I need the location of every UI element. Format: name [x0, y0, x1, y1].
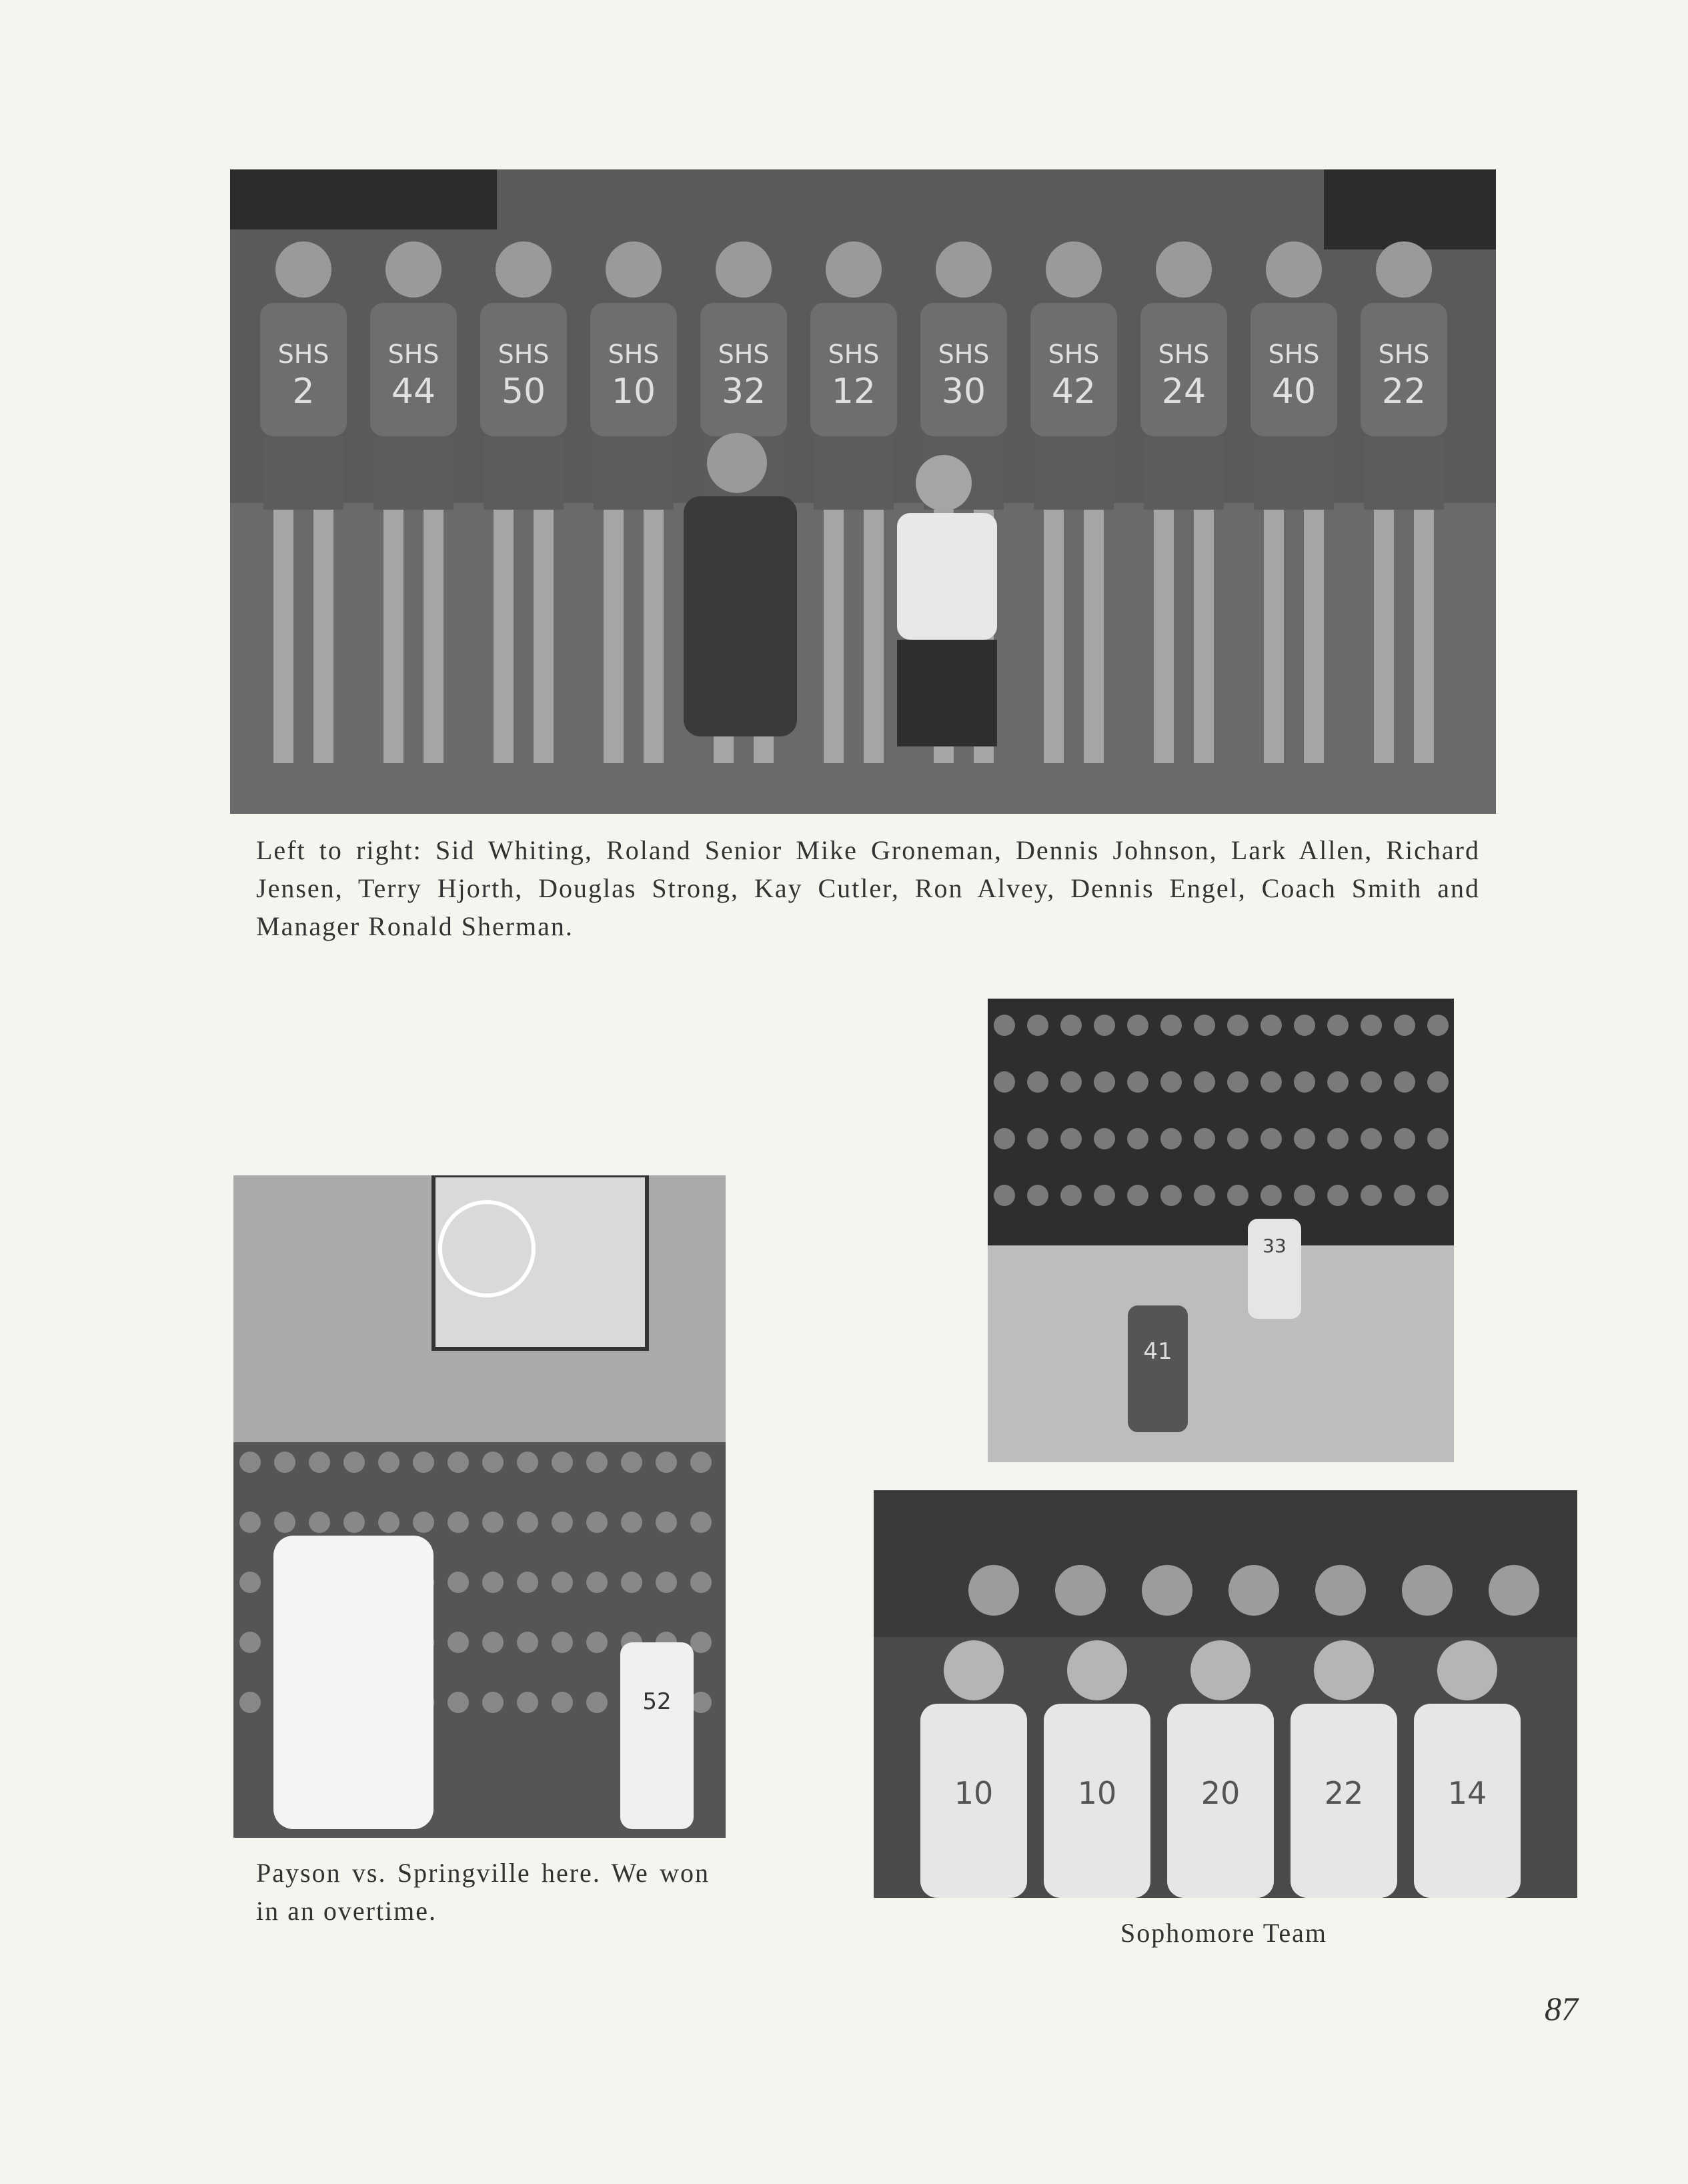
crowd-head — [378, 1512, 399, 1533]
crowd-head — [1027, 1185, 1048, 1206]
crowd-head — [656, 1512, 677, 1533]
back-row-head — [968, 1565, 1019, 1616]
crowd-head — [1160, 1071, 1182, 1093]
crowd-head — [656, 1452, 677, 1473]
jersey-letters: SHS — [498, 340, 550, 369]
crowd-head — [448, 1572, 469, 1593]
crowd-head — [1094, 1128, 1115, 1149]
crowd-head — [309, 1512, 330, 1533]
crowd-head — [517, 1512, 538, 1533]
crowd-head — [1361, 1015, 1382, 1036]
crowd-head — [1327, 1128, 1349, 1149]
crowd-head — [517, 1632, 538, 1653]
crowd-head — [1194, 1071, 1215, 1093]
crowd-head — [1194, 1015, 1215, 1036]
crowd-head — [1060, 1185, 1082, 1206]
crowd-head — [621, 1572, 642, 1593]
crowd-head — [1060, 1015, 1082, 1036]
jersey-number: 10 — [1077, 1775, 1117, 1811]
crowd-head — [1160, 1128, 1182, 1149]
crowd-head — [517, 1452, 538, 1473]
team-photo — [230, 169, 1496, 814]
crowd-head — [1094, 1071, 1115, 1093]
page-number: 87 — [1545, 1990, 1578, 2027]
crowd-head — [1394, 1128, 1415, 1149]
crowd-head — [482, 1692, 504, 1713]
jersey-letters: SHS — [1158, 340, 1210, 369]
team-photo-caption: Left to right: Sid Whiting, Roland Senior Mike Groneman, Dennis Johnson, Lark Allen, Richard Jensen, Terry Hjorth, Douglas Strong, Kay Cutler, Ron Alvey, Dennis Engel, Coach Smith and Manager Ronald Sherman. — [256, 835, 1480, 941]
crowd-head — [552, 1692, 573, 1713]
crowd-head — [448, 1632, 469, 1653]
crowd-head — [586, 1692, 608, 1713]
jersey-letters: SHS — [938, 340, 990, 369]
back-row-head — [1315, 1565, 1366, 1616]
jersey-number: 12 — [831, 372, 876, 412]
crowd-head — [448, 1692, 469, 1713]
crowd-head — [413, 1512, 434, 1533]
crowd-head — [621, 1452, 642, 1473]
crowd-head — [517, 1572, 538, 1593]
crowd-head — [1327, 1185, 1349, 1206]
crowd-head — [1094, 1015, 1115, 1036]
jersey-letters: SHS — [828, 340, 880, 369]
player-figure — [620, 1642, 694, 1829]
crowd-head — [1227, 1071, 1248, 1093]
crowd-head — [517, 1692, 538, 1713]
jersey-letters: SHS — [608, 340, 660, 369]
crowd-head — [1327, 1071, 1349, 1093]
crowd-head — [1394, 1185, 1415, 1206]
crowd-head — [1294, 1015, 1315, 1036]
crowd-head — [239, 1692, 261, 1713]
crowd-head — [1361, 1128, 1382, 1149]
game-photo — [233, 1175, 726, 1838]
crowd-head — [343, 1452, 365, 1473]
crowd-head — [482, 1452, 504, 1473]
jersey-number: 44 — [391, 372, 436, 412]
crowd-head — [1327, 1015, 1349, 1036]
crowd-head — [1194, 1185, 1215, 1206]
back-row-head — [1402, 1565, 1453, 1616]
crowd-head — [309, 1452, 330, 1473]
jersey-number: 52 — [642, 1688, 672, 1715]
crowd-head — [1260, 1185, 1282, 1206]
crowd-head — [1294, 1185, 1315, 1206]
crowd-head — [690, 1572, 712, 1593]
game-photo-caption: Payson vs. Springville here. We won in an overtime. — [256, 1858, 710, 1926]
crowd-head — [482, 1572, 504, 1593]
crowd-head — [1194, 1128, 1215, 1149]
crowd-head — [1260, 1015, 1282, 1036]
crowd-head — [1027, 1015, 1048, 1036]
back-row-head — [1228, 1565, 1279, 1616]
crowd-head — [1427, 1185, 1449, 1206]
crowd-head — [1394, 1071, 1415, 1093]
jersey-letters: SHS — [718, 340, 770, 369]
crowd-head — [482, 1512, 504, 1533]
sophomore-photo-caption: Sophomore Team — [1120, 1918, 1327, 1948]
crowd-head — [274, 1512, 295, 1533]
crowd-head — [239, 1452, 261, 1473]
crowd-head — [552, 1512, 573, 1533]
crowd-head — [1427, 1071, 1449, 1093]
crowd-head — [1060, 1128, 1082, 1149]
crowd-head — [1027, 1071, 1048, 1093]
crowd-head — [586, 1632, 608, 1653]
crowd-head — [274, 1452, 295, 1473]
jersey-number: 10 — [954, 1775, 994, 1811]
crowd-head — [1127, 1128, 1148, 1149]
crowd-head — [690, 1452, 712, 1473]
jersey-letters: SHS — [1378, 340, 1430, 369]
crowd-head — [448, 1512, 469, 1533]
crowd-head — [239, 1512, 261, 1533]
jersey-letters: SHS — [387, 340, 440, 369]
crowd-head — [1127, 1185, 1148, 1206]
crowd-head — [448, 1452, 469, 1473]
crowd-head — [552, 1632, 573, 1653]
jersey-number: 42 — [1051, 372, 1096, 412]
crowd-head — [994, 1128, 1015, 1149]
crowd-head — [1427, 1015, 1449, 1036]
crowd-head — [1394, 1015, 1415, 1036]
crowd-head — [482, 1632, 504, 1653]
crowd-head — [1260, 1128, 1282, 1149]
jersey-number: 22 — [1381, 372, 1427, 412]
crowd-head — [239, 1572, 261, 1593]
opponent-figure — [1248, 1219, 1301, 1319]
crowd-head — [1094, 1185, 1115, 1206]
crowd-head — [552, 1452, 573, 1473]
crowd-head — [994, 1015, 1015, 1036]
shooter-figure — [1128, 1305, 1188, 1432]
crowd-head — [378, 1452, 399, 1473]
crowd-head — [343, 1512, 365, 1533]
crowd-head — [621, 1512, 642, 1533]
crowd-head — [1361, 1185, 1382, 1206]
jersey-number: 50 — [501, 372, 546, 412]
jersey-number: 40 — [1271, 372, 1317, 412]
jersey-number: 33 — [1262, 1235, 1287, 1257]
sophomore-photo — [874, 1490, 1577, 1898]
crowd-head — [1027, 1128, 1048, 1149]
crowd-head — [1127, 1015, 1148, 1036]
jersey-number: 32 — [721, 372, 766, 412]
crowd-head — [1427, 1128, 1449, 1149]
jersey-number: 10 — [611, 372, 656, 412]
crowd-head — [994, 1185, 1015, 1206]
jersey-number: 41 — [1143, 1338, 1172, 1365]
crowd-head — [656, 1572, 677, 1593]
crowd-head — [1160, 1185, 1182, 1206]
jersey-letters: SHS — [277, 340, 329, 369]
crowd-head — [239, 1632, 261, 1653]
back-row-head — [1055, 1565, 1106, 1616]
crowd-head — [413, 1452, 434, 1473]
crowd-head — [690, 1632, 712, 1653]
crowd-head — [1127, 1071, 1148, 1093]
jumping-players — [273, 1536, 434, 1829]
jersey-number: 14 — [1447, 1775, 1487, 1811]
jersey-number: 22 — [1324, 1775, 1364, 1811]
crowd-head — [1060, 1071, 1082, 1093]
back-row-head — [1489, 1565, 1539, 1616]
crowd-head — [1361, 1071, 1382, 1093]
crowd-head — [1294, 1128, 1315, 1149]
jersey-letters: SHS — [1268, 340, 1320, 369]
crowd-head — [1227, 1185, 1248, 1206]
crowd-head — [1260, 1071, 1282, 1093]
crowd-head — [1160, 1015, 1182, 1036]
jersey-number: 30 — [941, 372, 986, 412]
jersey-number: 2 — [292, 372, 315, 412]
crowd-head — [690, 1512, 712, 1533]
crowd-head — [586, 1572, 608, 1593]
crowd-head — [1227, 1128, 1248, 1149]
crowd-head — [586, 1512, 608, 1533]
crowd-head — [552, 1572, 573, 1593]
crowd-head — [994, 1071, 1015, 1093]
free-throw-photo — [988, 999, 1454, 1462]
crowd-head — [1294, 1071, 1315, 1093]
crowd-head — [586, 1452, 608, 1473]
back-row-head — [1142, 1565, 1192, 1616]
jersey-number: 24 — [1161, 372, 1206, 412]
jersey-letters: SHS — [1048, 340, 1100, 369]
jersey-number: 20 — [1200, 1775, 1240, 1811]
crowd-head — [1227, 1015, 1248, 1036]
